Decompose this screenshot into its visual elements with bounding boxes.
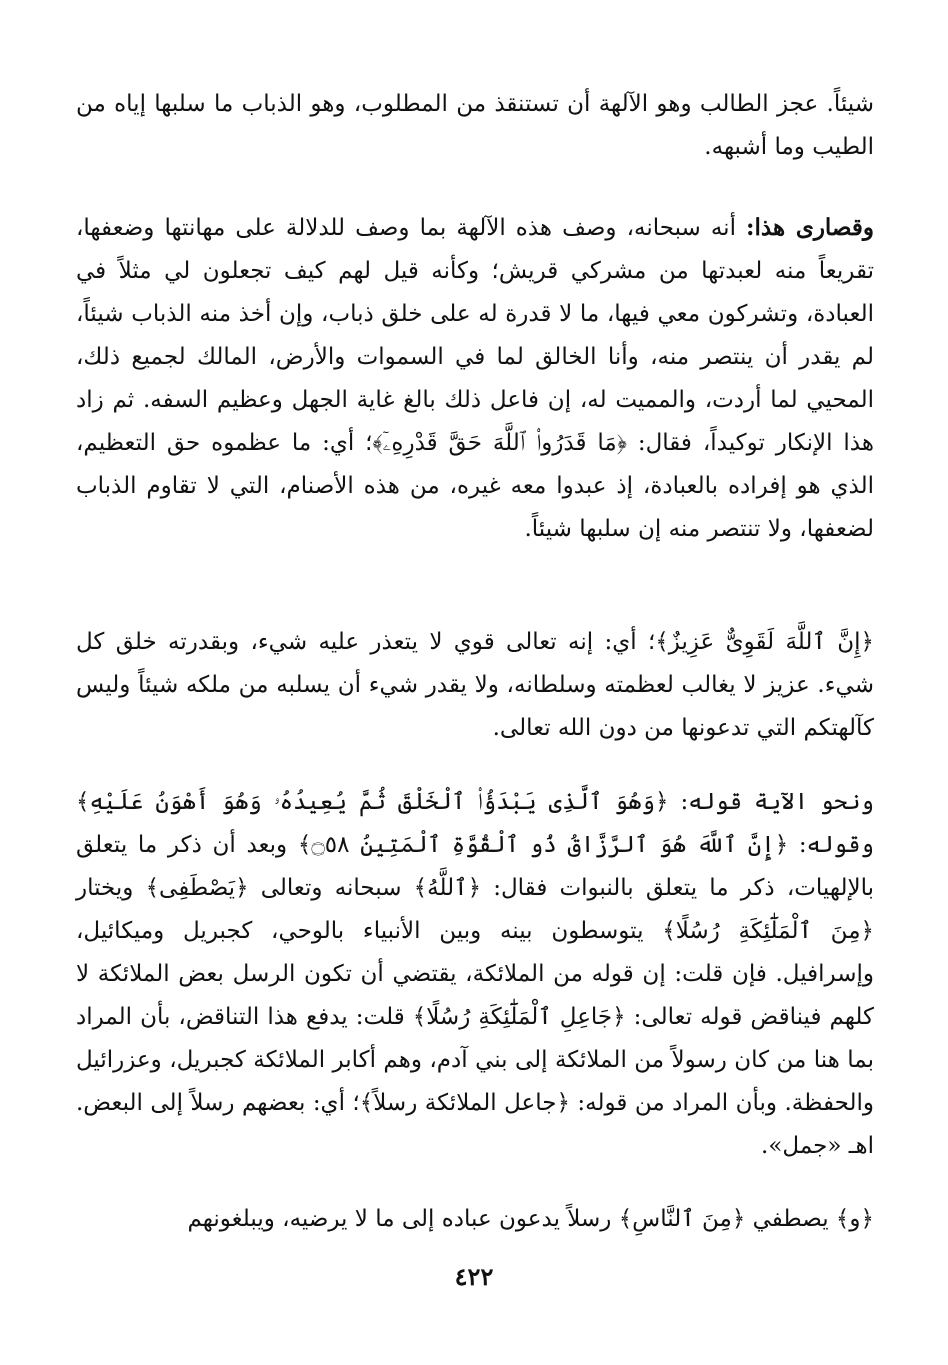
body-text xyxy=(76,780,874,1168)
paragraph-text: ﴿و﴾ يصطفي ﴿مِنَ ٱلنَّاسِ﴾ رسلاً يدعون عباده إلى ما لا يرضيه، ويبلغونهم xyxy=(187,1206,874,1232)
body-text xyxy=(76,82,874,169)
paragraph xyxy=(76,1197,874,1241)
paragraph xyxy=(76,780,874,1168)
body-text xyxy=(76,1197,874,1241)
paragraph-text: ﴿إِنَّ ٱللَّهَ لَقَوِىٌّ عَزِيزٌ﴾؛ أي: إنه تعالى قوي لا يتعذر عليه شيء، وبقدرته خلق كل شيء. عزيز لا يغالب لعظمته وسلطانه، ولا يقدر شيء أن يسلبه من ملكه شيئاً وليس كآلهتكم التي تدعونها من دون الله تعالى. xyxy=(76,629,874,741)
paragraph-text: ونحو الآية قوله: ﴿وَهُوَ ٱلَّذِى يَبْدَؤُا۟ ٱلْخَلْقَ ثُمَّ يُعِيدُهُۥ وَهُوَ أَهْوَنُ عَلَيْهِ﴾ وقوله: ﴿إِنَّ ٱللَّهَ هُوَ ٱلرَّزَّاقُ ذُو ٱلْقُوَّةِ ٱلْمَتِينُ ۝٥٨﴾ وبعد أن ذكر ما يتعلق بالإلهيات، ذكر ما يتعلق بالنبوات فقال: ﴿ٱللَّهُ﴾ سبحانه وتعالى ﴿يَصْطَفِى﴾ ويختار ﴿مِنَ ٱلْمَلَٰٓئِكَةِ رُسُلًا﴾ يتوسطون بينه وبين الأنبياء بالوحي، كجبريل وميكائيل، وإسرافيل. فإن قلت: إن قوله من الملائكة، يقتضي أن تكون الرسل بعض الملائكة لا كلهم فيناقض قوله تعالى: ﴿جَاعِلِ ٱلْمَلَٰٓئِكَةِ رُسُلًا﴾ قلت: يدفع هذا التناقض، بأن المراد بما هنا من كان رسولاً من الملائكة إلى بني آدم، وهم أكابر الملائكة كجبريل، وعزرائيل والحفظة. وبأن المراد من قوله: ﴿جاعل الملائكة رسلاً﴾؛ أي: بعضهم رسلاً إلى البعض. اهـ «جمل». xyxy=(76,789,874,1159)
paragraph xyxy=(76,82,874,169)
page-number: ٤٢٢ xyxy=(454,1262,494,1291)
body-text xyxy=(76,206,874,551)
paragraph-text: شيئاً. عجز الطالب وهو الآلهة أن تستنقذ من المطلوب، وهو الذباب ما سلبها إياه من الطيب وما أشبهه. xyxy=(76,91,874,160)
paragraph xyxy=(76,206,874,551)
paragraph-text: أنه سبحانه، وصف هذه الآلهة بما وصف للدلالة على مهانتها وضعفها، تقريعاً منه لعبدتها من مشركي قريش؛ وكأنه قيل لهم كيف تجعلون لي مثلاً في العبادة، وتشركون معي فيها، ما لا قدرة له على خلق ذباب، وإن أخذ منه الذباب شيئاً، لم يقدر أن ينتصر منه، وأنا الخالق لما في السموات والأرض، المالك لجميع ذلك، المحيي لما أردت، والمميت له، إن فاعل ذلك بالغ غاية الجهل وعظيم السفه. ثم زاد هذا الإنكار توكيداً، فقال: ﴿مَا قَدَرُوا۟ ٱللَّهَ حَقَّ قَدْرِهِۦٓ﴾؛ أي: ما عظموه حق التعظيم، الذي هو إفراده بالعبادة، إذ عبدوا معه غيره، من هذه الأصنام، التي لا تقاوم الذباب لضعفها، ولا تنتصر منه إن سلبها شيئاً. xyxy=(76,215,874,542)
paragraph-lead: وقصارى هذا: xyxy=(746,214,874,241)
paragraph xyxy=(76,620,874,750)
body-text xyxy=(76,620,874,750)
